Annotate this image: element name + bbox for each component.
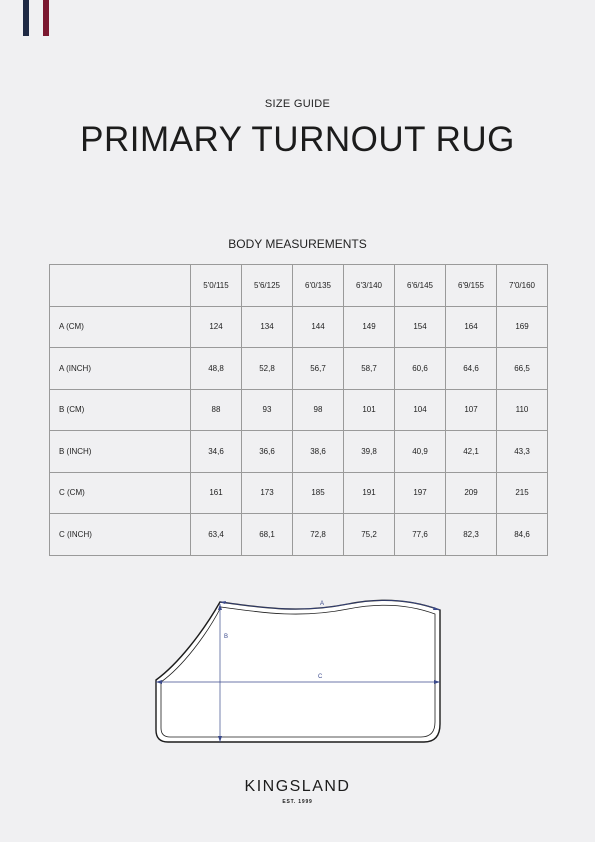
- table-cell: 101: [344, 389, 395, 431]
- table-cell: 215: [497, 472, 548, 514]
- table-cell: 185: [293, 472, 344, 514]
- column-header: 6'0/135: [293, 265, 344, 307]
- rug-outline-outer: [156, 600, 440, 742]
- brand-logo: KINGSLAND: [244, 778, 351, 795]
- table-cell: 42,1: [446, 431, 497, 473]
- table-cell: 82,3: [446, 514, 497, 556]
- table-cell: 149: [344, 306, 395, 348]
- table-cell: 68,1: [242, 514, 293, 556]
- table-cell: 34,6: [191, 431, 242, 473]
- size-table: [49, 264, 548, 556]
- table-cell: 144: [293, 306, 344, 348]
- table-cell: 56,7: [293, 348, 344, 390]
- table-cell: 39,8: [344, 431, 395, 473]
- row-label: C (INCH): [50, 514, 191, 556]
- column-header: 7'0/160: [497, 265, 548, 307]
- table-cell: 173: [242, 472, 293, 514]
- table-cell: 169: [497, 306, 548, 348]
- table-cell: 36,6: [242, 431, 293, 473]
- table-cell: 134: [242, 306, 293, 348]
- table-cell: 58,7: [344, 348, 395, 390]
- table-cell: 48,8: [191, 348, 242, 390]
- table-cell: 104: [395, 389, 446, 431]
- table-cell: 77,6: [395, 514, 446, 556]
- table-row: [50, 306, 548, 348]
- table-cell: 98: [293, 389, 344, 431]
- table-cell: 84,6: [497, 514, 548, 556]
- row-label: A (INCH): [50, 348, 191, 390]
- table-cell: 209: [446, 472, 497, 514]
- flag-stripe-red: [43, 0, 49, 36]
- table-cell: 164: [446, 306, 497, 348]
- label-b: B: [224, 634, 229, 640]
- column-header: 5'0/115: [191, 265, 242, 307]
- table-cell: 197: [395, 472, 446, 514]
- table-cell: 60,6: [395, 348, 446, 390]
- table-cell: 154: [395, 306, 446, 348]
- table-cell: 63,4: [191, 514, 242, 556]
- arrowhead-a-right: [433, 607, 440, 610]
- brand-est: EST. 1999: [282, 799, 313, 805]
- rug-diagram: [148, 592, 448, 744]
- table-cell: 107: [446, 389, 497, 431]
- column-header: 5'6/125: [242, 265, 293, 307]
- column-header: 6'6/145: [395, 265, 446, 307]
- table-cell: 72,8: [293, 514, 344, 556]
- label-a: A: [320, 601, 325, 607]
- column-header: 6'9/155: [446, 265, 497, 307]
- page-subtitle: SIZE GUIDE: [264, 98, 331, 110]
- table-row: [50, 431, 548, 473]
- table-cell: 38,6: [293, 431, 344, 473]
- flag-stripe-white: [33, 0, 39, 36]
- table-row: [50, 348, 548, 390]
- table-cell: 43,3: [497, 431, 548, 473]
- table-title: BODY MEASUREMENTS: [228, 237, 367, 251]
- table-row: [50, 472, 548, 514]
- row-label: B (CM): [50, 389, 191, 431]
- table-cell: 88: [191, 389, 242, 431]
- table-cell: 93: [242, 389, 293, 431]
- column-header: 6'3/140: [344, 265, 395, 307]
- flag-stripe-navy: [23, 0, 29, 36]
- table-cell: 40,9: [395, 431, 446, 473]
- table-cell: 52,8: [242, 348, 293, 390]
- table-cell: 161: [191, 472, 242, 514]
- table-row: [50, 389, 548, 431]
- row-label: C (CM): [50, 472, 191, 514]
- table-cell: 191: [344, 472, 395, 514]
- table-cell: 75,2: [344, 514, 395, 556]
- row-label: A (CM): [50, 306, 191, 348]
- row-label: B (INCH): [50, 431, 191, 473]
- table-cell: 66,5: [497, 348, 548, 390]
- table-header-row: [50, 265, 548, 307]
- table-cell: 124: [191, 306, 242, 348]
- table-corner-cell: [50, 265, 191, 307]
- table-row: [50, 514, 548, 556]
- table-cell: 110: [497, 389, 548, 431]
- table-cell: 64,6: [446, 348, 497, 390]
- brand-flag-stripes: [23, 0, 49, 36]
- page-title: PRIMARY TURNOUT RUG: [80, 120, 515, 159]
- label-c: C: [318, 674, 323, 680]
